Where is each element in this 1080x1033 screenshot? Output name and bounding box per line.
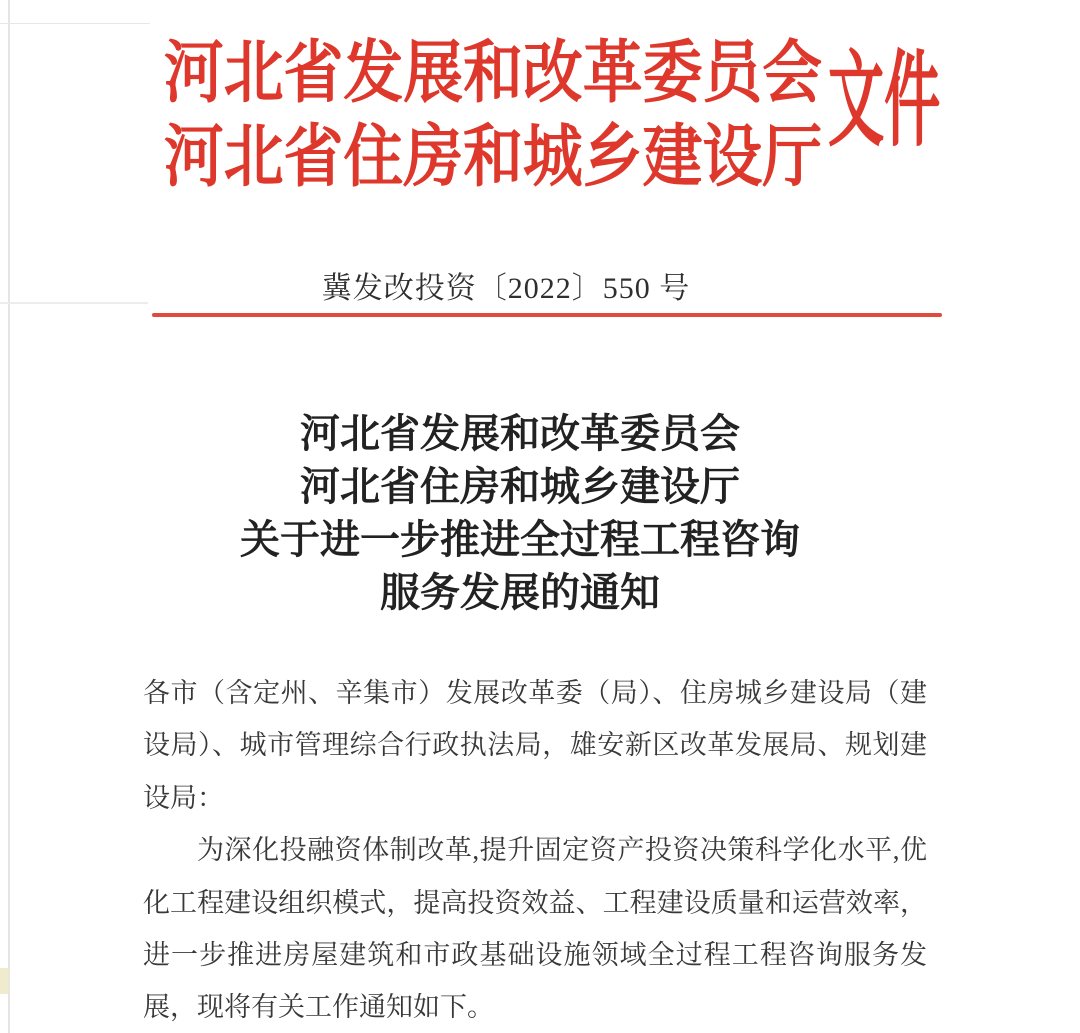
letterhead-agency-line2: 河北省住房和城乡建设厅 bbox=[163, 119, 823, 195]
document-number: 冀发改投资〔2022〕550 号 bbox=[321, 272, 691, 305]
document-title bbox=[0, 407, 1040, 619]
scan-artifact-top-line bbox=[0, 23, 150, 24]
document-body bbox=[143, 667, 927, 1033]
letterhead-agency-line1: 河北省发展和改革委员会 bbox=[163, 35, 823, 111]
letterhead-doc-type-label: 文件 bbox=[828, 44, 941, 159]
addressee-paragraph: 各市（含定州、辛集市）发展改革委（局）、住房城乡建设局（建设局）、城市管理综合行政执法局，雄安新区改革发展局、规划建设局： bbox=[143, 678, 927, 813]
title-line-1: 河北省发展和改革委员会 bbox=[300, 411, 740, 456]
scan-artifact-smudge bbox=[0, 968, 9, 994]
letterhead-divider-line bbox=[152, 313, 942, 317]
body-paragraph: 为深化投融资体制改革,提升固定资产投资决策科学化水平,优化工程建设组织模式，提高投资效益、工程建设质量和运营效率，进一步推进房屋建筑和市政基础设施领域全过程工程咨询服务发展，现将有关工作通知如下。 bbox=[143, 835, 927, 1023]
title-line-3: 关于进一步推进全过程工程咨询 bbox=[240, 517, 800, 562]
title-line-2: 河北省住房和城乡建设厅 bbox=[300, 464, 740, 509]
title-line-4: 服务发展的通知 bbox=[380, 570, 660, 615]
